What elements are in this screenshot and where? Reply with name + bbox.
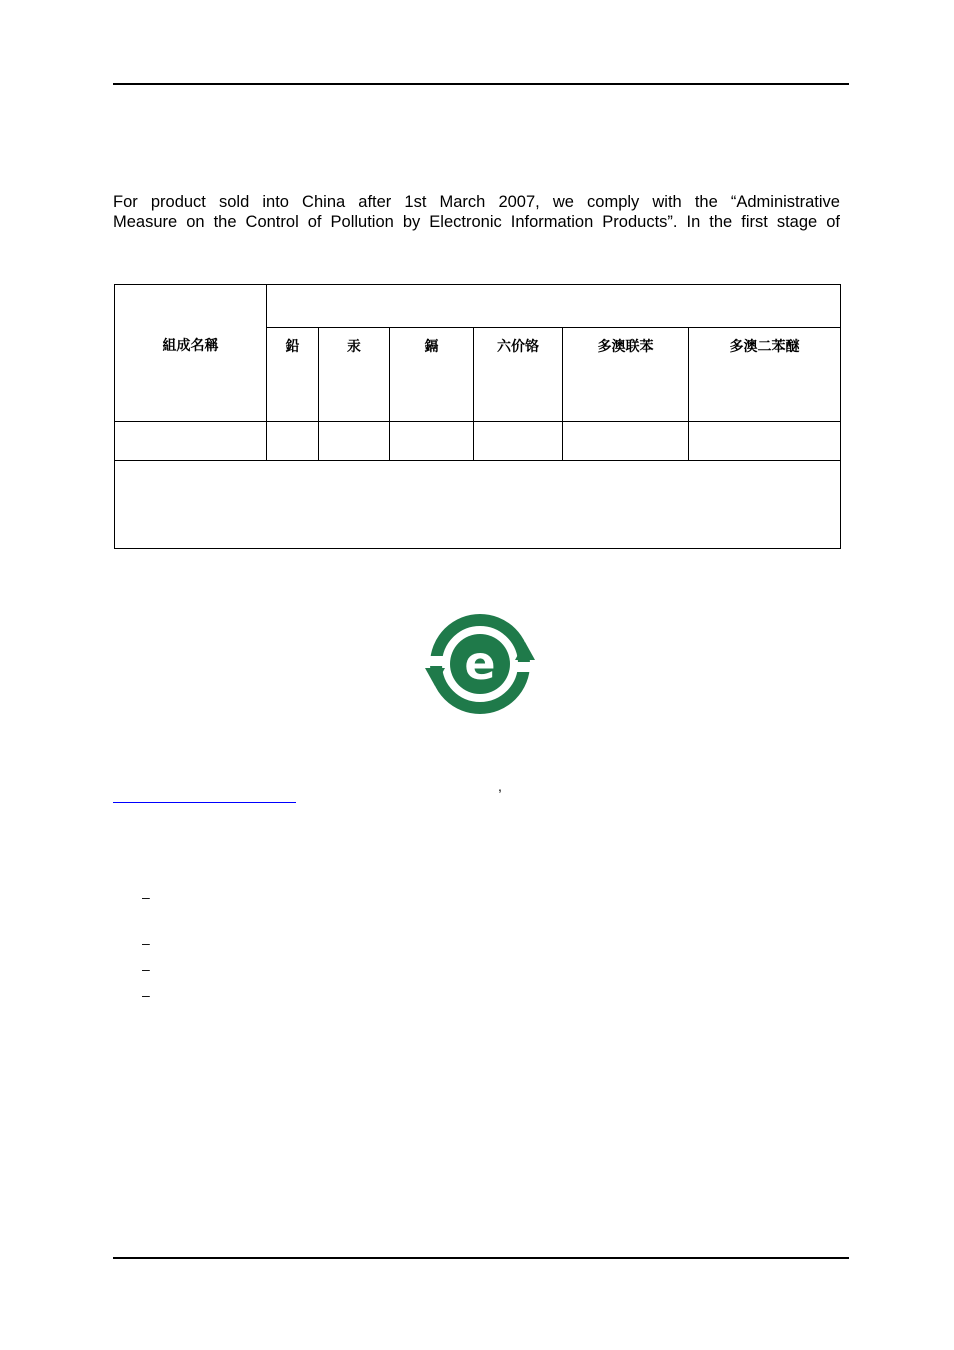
substance-mercury-header: 汞 [319, 328, 390, 422]
substance-pbde-header: 多澳二苯醚 [689, 328, 841, 422]
substance-pbb-header: 多澳联苯 [563, 328, 689, 422]
list-bullet-dash: – [142, 987, 150, 1003]
table-cell [267, 422, 319, 461]
table-cell [390, 422, 474, 461]
substance-cadmium-header: 鎘 [390, 328, 474, 422]
intro-line-2: Measure on the Control of Pollution by Electronic Information Products”. In the first stage of [113, 213, 840, 231]
hyperlink-underline[interactable] [113, 802, 296, 803]
list-bullet-dash: – [142, 889, 150, 905]
list-bullet-dash: – [142, 935, 150, 951]
table-cell [319, 422, 390, 461]
list-bullet-dash: – [142, 961, 150, 977]
table-row [115, 422, 841, 461]
table-cell [115, 422, 267, 461]
svg-text:e: e [464, 636, 496, 690]
substance-lead-header: 鉛 [267, 328, 319, 422]
header-rule [113, 83, 849, 85]
component-name-header: 組成名稱 [115, 285, 267, 422]
substance-group-header [267, 285, 841, 328]
footer-rule [113, 1257, 849, 1259]
hazardous-substance-table [114, 284, 841, 549]
table-cell [563, 422, 689, 461]
china-rohs-e-recycle-icon [421, 612, 537, 716]
table-footnote-cell [115, 461, 841, 549]
table-cell [689, 422, 841, 461]
substance-hexavalent-chromium-header: 六价铬 [474, 328, 563, 422]
intro-line-1: For product sold into China after 1st March 2007, we comply with the “Administrative [113, 193, 840, 211]
table-cell [474, 422, 563, 461]
footnote-comma: , [498, 778, 502, 794]
intro-paragraph [113, 192, 840, 232]
